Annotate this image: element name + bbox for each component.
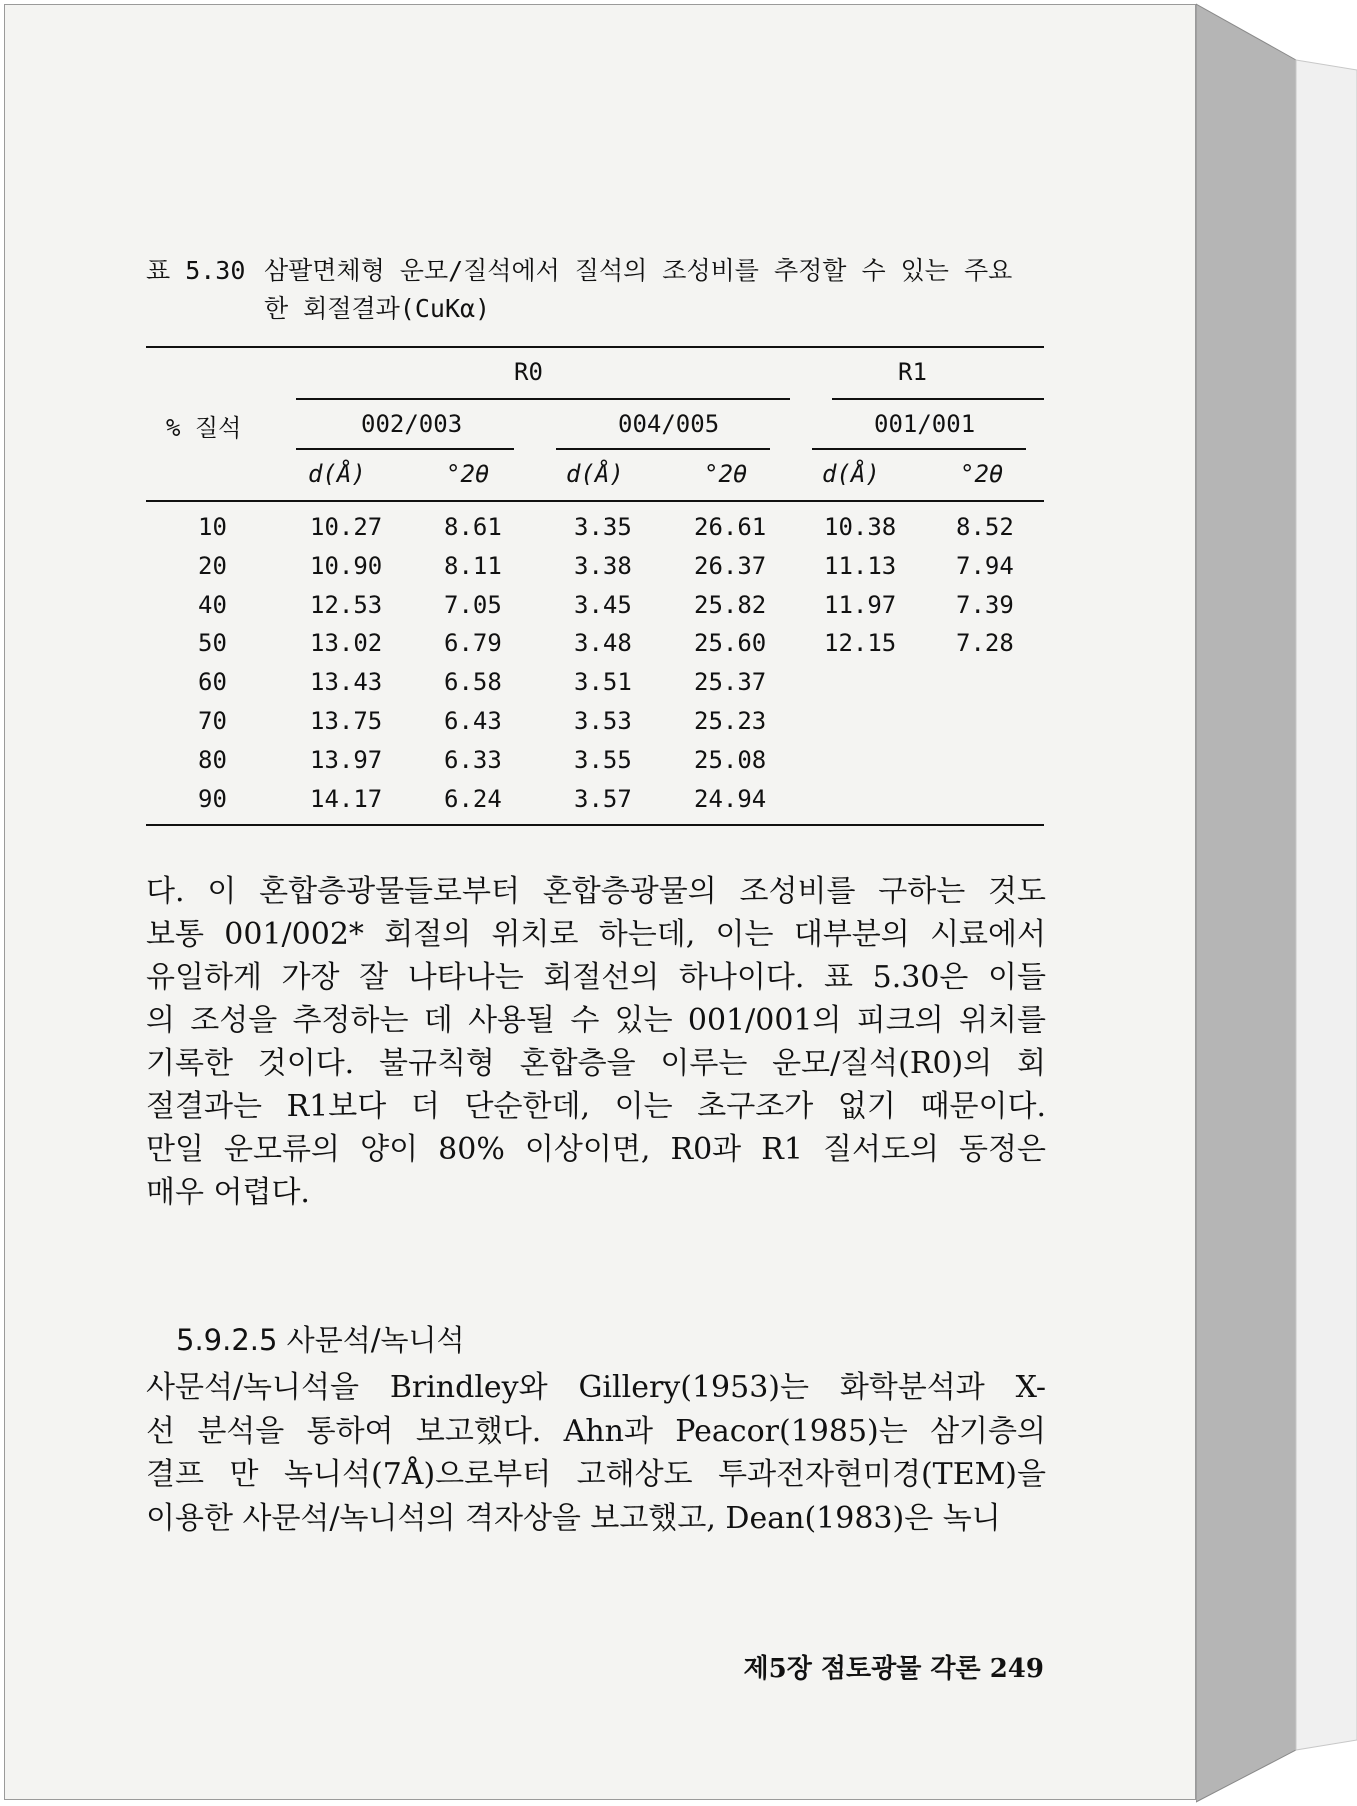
table-number: 표 5.30 — [146, 256, 246, 285]
row-percent-cell: 60 — [198, 668, 227, 697]
table-cell: 13.02 — [310, 629, 383, 658]
table-caption — [146, 252, 1046, 328]
table-cell: 25.37 — [694, 668, 767, 697]
unit-header: °2θ — [446, 460, 490, 488]
table-cell: 8.61 — [444, 513, 502, 541]
row-percent-cell: 90 — [198, 784, 227, 813]
table-cell: 3.35 — [574, 513, 632, 541]
text-line: 보통 001/002* 회절의 위치로 하는데, 이는 대부분의 시료에서 — [146, 917, 1046, 952]
table-cell: 7.05 — [444, 590, 502, 619]
table-cell: 7.94 — [956, 551, 1014, 580]
unit-header: °2θ — [960, 460, 1004, 488]
subgroup-header: 004/005 — [618, 410, 720, 438]
table-cell: 26.37 — [694, 551, 767, 580]
row-percent-cell: 40 — [198, 590, 227, 619]
table-cell: 11.97 — [824, 590, 897, 619]
table-cell: 3.38 — [574, 551, 632, 580]
r0-group-rule — [296, 398, 790, 400]
r1-group-rule — [832, 398, 1044, 400]
table-cell: 14.17 — [310, 784, 383, 813]
section-heading: 5.9.2.5 사문석/녹니석 — [176, 1323, 465, 1357]
table-cell: 3.53 — [574, 707, 632, 735]
subgroup-header: 001/001 — [874, 410, 976, 438]
table-cell: 3.48 — [574, 629, 632, 658]
text-line: 기록한 것이다. 불규칙형 혼합층을 이루는 운모/질석(R0)의 회 — [146, 1046, 1046, 1081]
text-line: 만일 운모류의 양이 80% 이상이면, R0과 R1 질서도의 동정은 — [146, 1132, 1046, 1167]
subgroup-rule-3 — [812, 448, 1026, 450]
table-cell: 6.58 — [444, 668, 502, 697]
table-cell: 8.11 — [444, 551, 502, 580]
text-line: 결프 만 녹니석(7Å)으로부터 고해상도 투과전자현미경(TEM)을 — [146, 1457, 1046, 1492]
group-header-r1: R1 — [898, 358, 927, 386]
text-line: 매우 어렵다. — [146, 1175, 310, 1210]
table-cell: 6.79 — [444, 629, 502, 658]
table-cell: 10.27 — [310, 513, 383, 541]
unit-header: d(Å) — [308, 460, 366, 488]
text-line: 사문석/녹니석을 Brindley와 Gillery(1953)는 화학분석과 X- — [146, 1370, 1046, 1405]
table-cell: 25.23 — [694, 707, 767, 735]
table-header-rule — [146, 500, 1044, 502]
table-cell: 12.15 — [824, 629, 897, 658]
table-cell: 3.57 — [574, 784, 632, 813]
table-top-rule — [146, 346, 1044, 348]
text-line: 선 분석을 통하여 보고했다. Ahn과 Peacor(1985)는 삼기층의 — [146, 1413, 1046, 1449]
table-cell: 6.43 — [444, 707, 502, 735]
subgroup-rule-1 — [296, 448, 514, 450]
caption-line-1: 삼팔면체형 운모/질석에서 질석의 조성비를 추정할 수 있는 주요 — [264, 256, 1013, 285]
subgroup-rule-2 — [556, 448, 770, 450]
page-footer: 제5장 점토광물 각론 249 — [743, 1654, 1044, 1684]
table-cell: 10.90 — [310, 551, 383, 580]
table-cell: 25.08 — [694, 745, 767, 774]
text-line: 이용한 사문석/녹니석의 격자상을 보고했고, Dean(1983)은 녹니 — [146, 1500, 1001, 1536]
table-cell: 12.53 — [310, 590, 383, 619]
row-percent-cell: 50 — [198, 629, 227, 658]
row-percent-cell: 80 — [198, 745, 227, 774]
text-line: 유일하게 가장 잘 나타나는 회절선의 하나이다. 표 5.30은 이들 — [146, 960, 1046, 995]
row-percent-cell: 70 — [198, 707, 227, 735]
group-header-r0: R0 — [514, 358, 543, 386]
table-cell: 6.24 — [444, 784, 502, 813]
table-cell: 7.28 — [956, 629, 1014, 658]
table-cell: 25.60 — [694, 629, 767, 658]
unit-header: °2θ — [704, 460, 748, 488]
row-percent-cell: 20 — [198, 551, 227, 580]
table-cell: 3.45 — [574, 590, 632, 619]
row-percent-cell: 10 — [198, 513, 227, 541]
table-cell: 26.61 — [694, 513, 767, 541]
table-cell: 13.43 — [310, 668, 383, 697]
subgroup-header: 002/003 — [361, 410, 463, 438]
table-cell: 25.82 — [694, 590, 767, 619]
table-cell: 13.97 — [310, 745, 383, 774]
text-line: 다. 이 혼합층광물들로부터 혼합층광물의 조성비를 구하는 것도 — [146, 874, 1046, 909]
unit-header: d(Å) — [822, 460, 880, 488]
book-page-edges — [1196, 0, 1357, 1806]
caption-line-2: 한 회절결과(CuKα) — [264, 294, 491, 323]
table-cell: 11.13 — [824, 551, 897, 580]
unit-header: d(Å) — [566, 460, 624, 488]
table-bottom-rule — [146, 824, 1044, 826]
row-header: % 질석 — [166, 414, 242, 442]
table-cell: 3.51 — [574, 668, 632, 697]
table-cell: 3.55 — [574, 745, 632, 774]
text-line: 의 조성을 추정하는 데 사용될 수 있는 001/001의 피크의 위치를 — [146, 1003, 1046, 1038]
table-cell: 7.39 — [956, 590, 1014, 619]
table-cell: 24.94 — [694, 784, 767, 813]
table-cell: 8.52 — [956, 513, 1014, 541]
table-cell: 6.33 — [444, 745, 502, 774]
text-line: 절결과는 R1보다 더 단순한데, 이는 초구조가 없기 때문이다. — [146, 1089, 1046, 1124]
table-cell: 10.38 — [824, 513, 897, 541]
table-cell: 13.75 — [310, 707, 383, 735]
